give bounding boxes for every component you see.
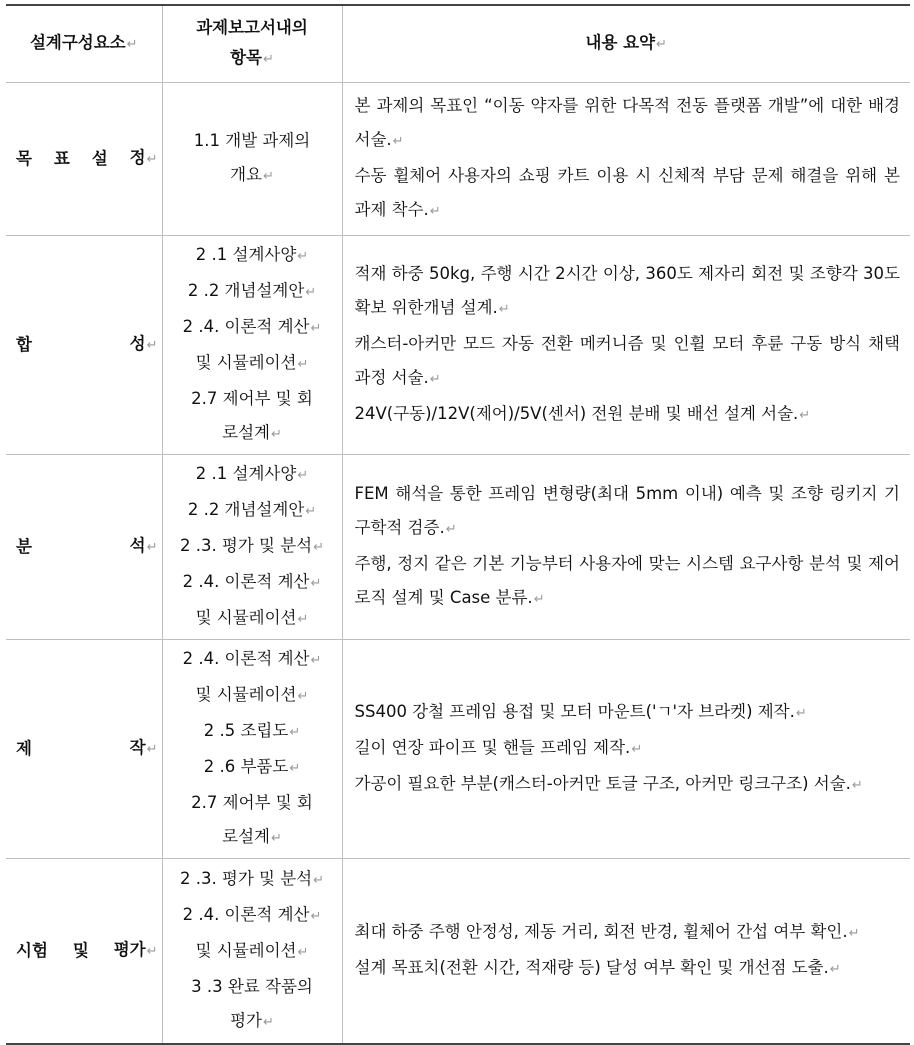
report-item-text: 3 .3 완료 작품의 — [191, 977, 313, 996]
report-item-text: 2 .5 조립도 — [203, 721, 289, 740]
design-element-char: 정↵ — [129, 148, 158, 167]
summary-text: 주행, 정지 같은 기본 기능부터 사용자에 맞는 시스템 요구사항 분석 및 제어 로직 설계 및 Case 분류. — [354, 554, 900, 607]
return-mark: ↵ — [270, 831, 282, 846]
design-element-char: 석↵ — [129, 536, 158, 555]
report-item-line — [171, 274, 334, 310]
design-element-cell — [6, 455, 162, 640]
summary-paragraph — [355, 731, 901, 767]
summary-paragraph — [355, 477, 901, 547]
report-item-cell — [162, 455, 342, 640]
return-mark: ↵ — [297, 357, 309, 372]
summary-paragraph — [355, 159, 901, 229]
design-element-char: 설 — [91, 149, 108, 168]
return-mark: ↵ — [297, 612, 309, 627]
return-mark: ↵ — [289, 725, 301, 740]
return-mark: ↵ — [126, 37, 138, 52]
report-item-text: 2 .4. 이론적 계산 — [182, 905, 310, 924]
report-item-line — [171, 382, 334, 416]
design-element-char: 제 — [16, 739, 32, 758]
report-item-text: 2.7 제어부 및 회 — [191, 389, 313, 408]
report-item-text: 및 시뮬레이션 — [195, 685, 297, 704]
report-item-line — [171, 310, 334, 346]
design-element-char: 작↵ — [129, 738, 158, 757]
report-item-text: 2 .1 설계사양 — [195, 464, 297, 483]
table-row — [6, 83, 910, 236]
summary-paragraph — [355, 915, 901, 951]
table-row — [6, 455, 910, 640]
design-component-table — [6, 4, 910, 1045]
report-item-line — [171, 786, 334, 820]
report-item-text: 2 .3. 평가 및 분석 — [179, 869, 313, 888]
summary-text: FEM 해석을 통한 프레임 변형량(최대 5mm 이내) 예측 및 조향 링키지 기구학적 검증. — [354, 484, 900, 537]
design-element-label — [16, 731, 158, 767]
report-item-line — [171, 601, 334, 637]
summary-cell — [342, 640, 910, 859]
report-item-text: 2 .6 부품도 — [203, 757, 289, 776]
return-mark: ↵ — [310, 576, 322, 591]
summary-paragraph — [355, 397, 901, 433]
header-row — [6, 5, 910, 83]
report-item-line — [171, 820, 334, 856]
report-item-line — [171, 416, 334, 452]
report-item-text: 및 시뮬레이션 — [195, 608, 297, 627]
summary-text: 수동 휠체어 사용자의 쇼핑 카트 이용 시 신체적 부담 문제 해결을 위해 본 과제 착수. — [354, 166, 900, 219]
design-element-char: 시험 — [16, 941, 48, 960]
report-item-line — [171, 862, 334, 898]
report-item-cell — [162, 859, 342, 1045]
return-mark: ↵ — [297, 689, 309, 704]
return-mark: ↵ — [533, 592, 545, 607]
summary-cell — [342, 236, 910, 455]
report-item-text: 2 .3. 평가 및 분석 — [179, 536, 313, 555]
return-mark: ↵ — [297, 468, 309, 483]
return-mark: ↵ — [310, 321, 322, 336]
return-mark: ↵ — [445, 522, 457, 537]
design-element-char: 표 — [53, 149, 70, 168]
return-mark: ↵ — [429, 372, 441, 387]
return-mark: ↵ — [795, 706, 807, 721]
return-mark: ↵ — [262, 169, 274, 184]
report-item-text: 2 .4. 이론적 계산 — [182, 649, 310, 668]
report-item-line — [171, 898, 334, 934]
summary-paragraph — [355, 257, 901, 327]
table-row — [6, 859, 910, 1045]
table-row — [6, 640, 910, 859]
summary-cell — [342, 859, 910, 1045]
report-item-line — [171, 565, 334, 601]
header-design-element: 설계구성요소↵ — [6, 5, 162, 83]
return-mark: ↵ — [498, 302, 510, 317]
report-item-text: 로설계 — [222, 827, 270, 846]
report-item-cell — [162, 83, 342, 236]
return-mark: ↵ — [146, 944, 158, 959]
report-item-text: 및 시뮬레이션 — [195, 353, 297, 372]
summary-text: 24V(구동)/12V(제어)/5V(센서) 전원 분배 및 배선 설계 서술. — [354, 404, 799, 423]
report-item-line — [171, 714, 334, 750]
return-mark: ↵ — [146, 540, 158, 555]
header-summary: 내용 요약↵ — [342, 5, 910, 83]
design-element-label — [16, 529, 158, 565]
report-item-text: 2 .4. 이론적 계산 — [182, 572, 310, 591]
return-mark: ↵ — [310, 909, 322, 924]
design-element-label — [16, 141, 158, 177]
design-element-char: 목 — [16, 149, 32, 168]
return-mark: ↵ — [429, 204, 441, 219]
report-item-line — [171, 346, 334, 382]
summary-text: 적재 하중 50kg, 주행 시간 2시간 이상, 360도 제자리 회전 및 조향각 30도 확보 위한개념 설계. — [354, 264, 900, 317]
return-mark: ↵ — [297, 249, 309, 264]
design-element-label — [16, 933, 158, 969]
report-item-text: 2 .2 개념설계안 — [187, 281, 305, 300]
return-mark: ↵ — [851, 778, 863, 793]
report-item-line — [171, 750, 334, 786]
return-mark: ↵ — [631, 742, 643, 757]
report-item-line — [171, 642, 334, 678]
report-item-text: 평가 — [230, 1011, 262, 1030]
summary-paragraph — [355, 767, 901, 803]
report-item-line — [171, 493, 334, 529]
report-item-line — [171, 529, 334, 565]
report-item-text: 로설계 — [222, 423, 270, 442]
summary-text: 설계 목표치(전환 시간, 적재량 등) 달성 여부 확인 및 개선점 도출. — [354, 958, 829, 977]
return-mark: ↵ — [262, 52, 274, 67]
design-element-char: 분 — [16, 537, 32, 556]
report-item-cell — [162, 640, 342, 859]
report-item-line — [171, 238, 334, 274]
return-mark: ↵ — [313, 540, 325, 555]
summary-paragraph — [355, 547, 901, 617]
design-element-char: 및 — [72, 941, 89, 960]
return-mark: ↵ — [146, 742, 158, 757]
design-element-cell — [6, 859, 162, 1045]
return-mark: ↵ — [305, 504, 317, 519]
report-item-line — [171, 678, 334, 714]
return-mark: ↵ — [799, 408, 811, 423]
return-mark: ↵ — [848, 926, 860, 941]
return-mark: ↵ — [146, 152, 158, 167]
return-mark: ↵ — [310, 653, 322, 668]
design-element-char: 평가↵ — [113, 940, 158, 959]
report-item-text: 1.1 개발 과제의 — [193, 131, 311, 150]
design-element-char: 성↵ — [129, 334, 158, 353]
summary-text: 길이 연장 파이프 및 핸들 프레임 제작. — [354, 738, 631, 757]
return-mark: ↵ — [262, 1015, 274, 1030]
design-element-label — [16, 327, 158, 363]
report-item-cell — [162, 236, 342, 455]
summary-paragraph — [355, 695, 901, 731]
summary-cell — [342, 455, 910, 640]
summary-text: 최대 하중 주행 안정성, 제동 거리, 회전 반경, 휠체어 간섭 여부 확인. — [354, 922, 848, 941]
report-item-text: 개요 — [230, 165, 262, 184]
table-row — [6, 236, 910, 455]
return-mark: ↵ — [313, 873, 325, 888]
return-mark: ↵ — [289, 761, 301, 776]
summary-paragraph — [355, 951, 901, 987]
summary-text: 캐스터-아커만 모드 자동 전환 메커니즘 및 인휠 모터 후륜 구동 방식 채택 과정 서술. — [354, 334, 900, 387]
return-mark: ↵ — [829, 962, 841, 977]
return-mark: ↵ — [146, 338, 158, 353]
report-item-line — [171, 1004, 334, 1040]
summary-text: 가공이 필요한 부분(캐스터-아커만 토글 구조, 아커만 링크구조) 서술. — [354, 774, 851, 793]
summary-text: 본 과제의 목표인 “이동 약자를 위한 다목적 전동 플랫폼 개발”에 대한 배경 서술. — [354, 96, 900, 149]
return-mark: ↵ — [656, 37, 667, 52]
report-item-text: 2 .4. 이론적 계산 — [182, 317, 310, 336]
report-item-text: 2 .1 설계사양 — [195, 245, 297, 264]
header-report-item: 과제보고서내의 항목↵ — [162, 5, 342, 83]
report-item-line — [171, 970, 334, 1004]
summary-text: SS400 강철 프레임 용접 및 모터 마운트('ㄱ'자 브라켓) 제작. — [354, 702, 795, 721]
summary-paragraph — [355, 89, 901, 159]
return-mark: ↵ — [270, 427, 282, 442]
return-mark: ↵ — [392, 134, 404, 149]
design-element-char: 합 — [16, 335, 32, 354]
report-item-text: 2.7 제어부 및 회 — [191, 793, 313, 812]
report-item-line — [171, 934, 334, 970]
report-item-line — [171, 457, 334, 493]
design-element-cell — [6, 236, 162, 455]
report-item-line — [171, 124, 334, 158]
design-element-cell — [6, 83, 162, 236]
summary-paragraph — [355, 327, 901, 397]
return-mark: ↵ — [297, 945, 309, 960]
return-mark: ↵ — [305, 285, 317, 300]
design-element-cell — [6, 640, 162, 859]
report-item-text: 2 .2 개념설계안 — [187, 500, 305, 519]
summary-cell — [342, 83, 910, 236]
report-item-text: 및 시뮬레이션 — [195, 941, 297, 960]
report-item-line — [171, 158, 334, 194]
